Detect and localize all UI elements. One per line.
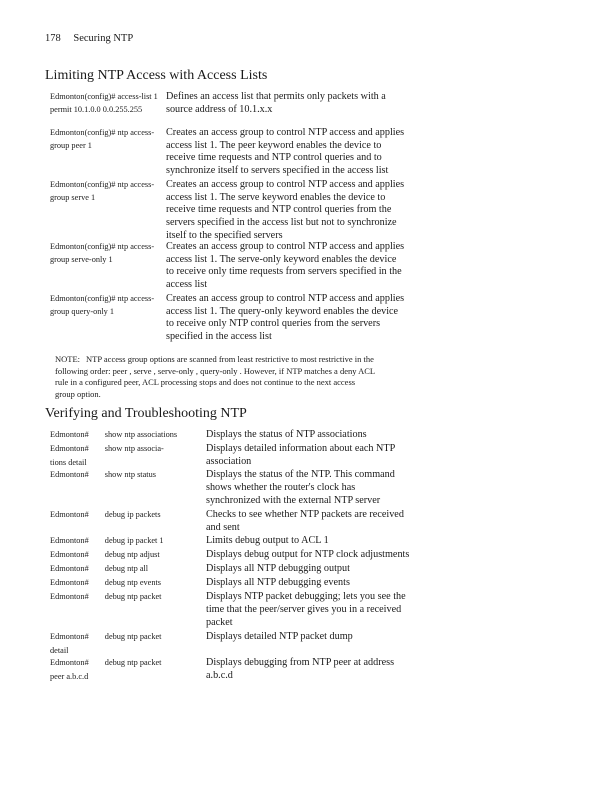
command-continuation: peer a.b.c.d — [50, 672, 89, 681]
command-cell: Edmonton(config)# ntp access-group peer 1 — [50, 128, 155, 150]
description-cell: Displays all NTP debugging output — [206, 563, 350, 574]
section-heading-access-lists: Limiting NTP Access with Access Lists — [45, 68, 268, 83]
description-cell: Checks to see whether NTP packets are received and sent — [206, 509, 404, 534]
description-cell: Displays debugging from NTP peer at address a.b.c.d — [206, 657, 395, 682]
command-cell — [50, 548, 200, 562]
page-number: 178 — [45, 33, 61, 44]
description-cell: Displays the status of the NTP. This command shows whether the router's clock has synchronized with the external NTP server — [206, 469, 395, 507]
command: debug ip packets — [104, 510, 161, 519]
description-cell: Displays debug output for NTP clock adjustments — [206, 549, 410, 560]
description-cell: Displays detailed NTP packet dump — [206, 631, 353, 642]
section-heading-troubleshooting: Verifying and Troubleshooting NTP — [45, 406, 247, 421]
prompt: Edmonton# — [50, 430, 89, 439]
command: debug ntp packet — [104, 632, 162, 641]
prompt: Edmonton# — [50, 536, 89, 545]
command: debug ntp all — [104, 564, 149, 573]
prompt: Edmonton# — [50, 444, 89, 453]
command-cell — [50, 468, 200, 482]
prompt: Edmonton# — [50, 592, 89, 601]
running-title: Securing NTP — [73, 33, 134, 44]
running-header — [45, 33, 133, 44]
command: show ntp associa- — [104, 444, 164, 453]
command-cell: Edmonton(config)# ntp access-group query-only 1 — [50, 294, 155, 316]
command-cell: Edmonton(config)# ntp access-group serve-only 1 — [50, 242, 155, 264]
command-cell: Edmonton(config)# access-list 1 permit 10.1.0.0 0.0.255.255 — [50, 92, 158, 114]
command-cell — [50, 428, 200, 442]
prompt: Edmonton# — [50, 564, 89, 573]
command: debug ntp packet — [104, 658, 162, 667]
prompt: Edmonton# — [50, 470, 89, 479]
description-cell: Defines an access list that permits only packets with a source address of 10.1.x.x — [166, 91, 386, 115]
prompt: Edmonton# — [50, 658, 89, 667]
prompt: Edmonton# — [50, 550, 89, 559]
command: show ntp status — [104, 470, 156, 479]
command-cell — [50, 590, 200, 604]
command-cell — [50, 562, 200, 576]
command: debug ip packet 1 — [104, 536, 164, 545]
note-box — [55, 354, 375, 400]
command-continuation: detail — [50, 646, 69, 655]
prompt: Edmonton# — [50, 578, 89, 587]
command-cell — [50, 576, 200, 590]
note-label: NOTE: — [55, 354, 81, 364]
description-cell: Creates an access group to control NTP access and applies access list 1. The query-only keyword enables the device to receive only NTP control queries from the servers specified in the access list — [166, 293, 405, 343]
command-continuation: tions detail — [50, 458, 87, 467]
prompt: Edmonton# — [50, 510, 89, 519]
description-cell: Limits debug output to ACL 1 — [206, 535, 329, 546]
prompt: Edmonton# — [50, 632, 89, 641]
command-cell — [50, 656, 200, 684]
description-cell: Displays detailed information about each NTP association — [206, 443, 395, 468]
description-cell: Displays all NTP debugging events — [206, 577, 350, 588]
command-cell: Edmonton(config)# ntp access-group serve 1 — [50, 180, 155, 202]
description-cell: Creates an access group to control NTP access and applies access list 1. The serve keyword enables the device to receive time requests and NTP control queries from the servers specified in the access list but not to synchronize itself to the specified servers — [166, 179, 405, 241]
command: show ntp associations — [104, 430, 178, 439]
command-cell — [50, 534, 200, 548]
description-cell: Creates an access group to control NTP access and applies access list 1. The serve-only keyword enables the device to receive only time requests from servers specified in the access list — [166, 241, 405, 291]
command: debug ntp adjust — [104, 550, 160, 559]
command-cell — [50, 442, 200, 470]
description-cell: Displays NTP packet debugging; lets you see the time that the peer/server gives you in a received packet — [206, 591, 406, 629]
command: debug ntp packet — [104, 592, 162, 601]
command-cell — [50, 508, 200, 522]
description-cell: Displays the status of NTP associations — [206, 429, 367, 440]
command-cell — [50, 630, 200, 658]
note-text: NTP access group options are scanned from least restrictive to most restrictive in the following order: peer , serve , serve-only , query-only . However, if NTP matches a deny ACL rule in a configured peer, ACL processing stops and does not continue to the next access group option. — [55, 354, 375, 399]
description-cell: Creates an access group to control NTP access and applies access list 1. The peer keyword enables the device to receive time requests and NTP control queries and to synchronize itself to servers specified in the access list — [166, 127, 405, 177]
command: debug ntp events — [104, 578, 162, 587]
